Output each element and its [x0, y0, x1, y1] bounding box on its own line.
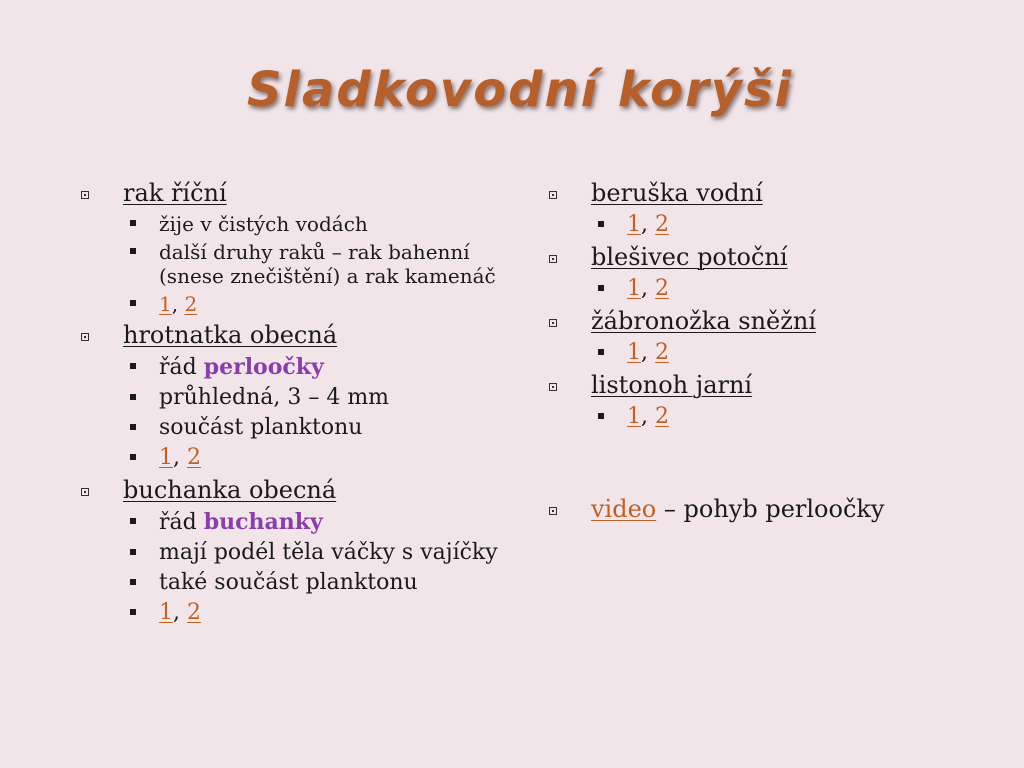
- list-item-rak: [78, 178, 518, 208]
- sub-item-links: [78, 600, 518, 626]
- list-item-hrotnatka: [78, 320, 518, 350]
- order-prefix: řád: [159, 510, 197, 535]
- link-separator: ,: [641, 404, 648, 429]
- bullet-square-icon: [130, 424, 136, 430]
- bullet-box-icon: [81, 191, 89, 199]
- link-2[interactable]: 2: [655, 212, 669, 237]
- bullet-box-icon: [81, 333, 89, 341]
- link-separator: ,: [641, 340, 648, 365]
- link-2[interactable]: 2: [187, 600, 201, 625]
- bullet-box-icon: [549, 383, 557, 391]
- bullet-square-icon: [130, 300, 136, 306]
- sub-item: [78, 240, 518, 288]
- sub-item-links: [546, 276, 986, 302]
- link-1[interactable]: 1: [627, 340, 641, 365]
- list-item-blesivec: [546, 242, 986, 272]
- list-item-beruska: [546, 178, 986, 208]
- link-1[interactable]: 1: [159, 600, 173, 625]
- item-label: beruška vodní: [591, 179, 763, 207]
- sub-item: [78, 509, 518, 536]
- item-label: blešivec potoční: [591, 243, 788, 271]
- sub-item: [78, 540, 518, 566]
- link-separator: ,: [641, 212, 648, 237]
- bullet-box-icon: [549, 191, 557, 199]
- item-label: hrotnatka obecná: [123, 321, 338, 349]
- link-1[interactable]: 1: [627, 276, 641, 301]
- bullet-box-icon: [549, 507, 557, 515]
- sub-item-text: další druhy raků – rak bahenní (snese znečištění) a rak kamenáč: [159, 240, 496, 288]
- link-2[interactable]: 2: [187, 445, 201, 470]
- sub-item-links: [78, 292, 518, 316]
- bullet-square-icon: [598, 413, 604, 419]
- link-2[interactable]: 2: [184, 292, 198, 316]
- sub-item-links: [546, 404, 986, 430]
- bullet-box-icon: [81, 488, 89, 496]
- sub-item: [78, 354, 518, 381]
- bullet-square-icon: [130, 394, 136, 400]
- bullet-square-icon: [130, 248, 136, 254]
- item-label: buchanka obecná: [123, 476, 337, 504]
- bullet-square-icon: [130, 220, 136, 226]
- item-label: žábronožka sněžní: [591, 307, 817, 335]
- sub-item: [78, 570, 518, 596]
- video-link[interactable]: video: [591, 495, 657, 523]
- link-1[interactable]: 1: [627, 404, 641, 429]
- bullet-square-icon: [598, 221, 604, 227]
- bullet-square-icon: [130, 549, 136, 555]
- item-label: listonoh jarní: [591, 371, 753, 399]
- bullet-box-icon: [549, 319, 557, 327]
- link-2[interactable]: 2: [655, 340, 669, 365]
- sub-item: [78, 385, 518, 411]
- bullet-box-icon: [549, 255, 557, 263]
- list-item-video: [546, 494, 986, 524]
- left-column: [78, 178, 518, 630]
- bullet-square-icon: [598, 349, 604, 355]
- bullet-square-icon: [130, 363, 136, 369]
- link-separator: ,: [171, 292, 179, 316]
- bullet-square-icon: [130, 518, 136, 524]
- item-label: rak říční: [123, 179, 227, 207]
- video-description: – pohyb perloočky: [656, 495, 885, 523]
- slide-title: Sladkovodní korýši: [246, 62, 794, 118]
- right-column: [546, 178, 986, 524]
- link-2[interactable]: 2: [655, 404, 669, 429]
- bullet-square-icon: [130, 454, 136, 460]
- link-separator: ,: [173, 600, 180, 625]
- sub-item-links: [78, 445, 518, 471]
- order-prefix: řád: [159, 355, 197, 380]
- sub-item-text: žije v čistých vodách: [159, 212, 368, 236]
- sub-item: [78, 212, 518, 236]
- link-1[interactable]: 1: [159, 292, 172, 316]
- link-separator: ,: [173, 445, 180, 470]
- sub-item-text: mají podél těla váčky s vajíčky: [159, 540, 498, 565]
- link-separator: ,: [641, 276, 648, 301]
- bullet-square-icon: [598, 285, 604, 291]
- bullet-square-icon: [130, 609, 136, 615]
- list-item-zabronozka: [546, 306, 986, 336]
- order-name: buchanky: [203, 509, 323, 535]
- list-item-buchanka: [78, 475, 518, 505]
- spacer: [546, 434, 986, 494]
- sub-item: [78, 415, 518, 441]
- sub-item-text: součást planktonu: [159, 415, 363, 440]
- bullet-square-icon: [130, 579, 136, 585]
- sub-item-links: [546, 340, 986, 366]
- sub-item-text: také součást planktonu: [159, 570, 418, 595]
- order-name: perloočky: [203, 354, 324, 380]
- link-1[interactable]: 1: [159, 445, 173, 470]
- link-1[interactable]: 1: [627, 212, 641, 237]
- link-2[interactable]: 2: [655, 276, 669, 301]
- sub-item-text: průhledná, 3 – 4 mm: [159, 385, 390, 410]
- list-item-listonoh: [546, 370, 986, 400]
- sub-item-links: [546, 212, 986, 238]
